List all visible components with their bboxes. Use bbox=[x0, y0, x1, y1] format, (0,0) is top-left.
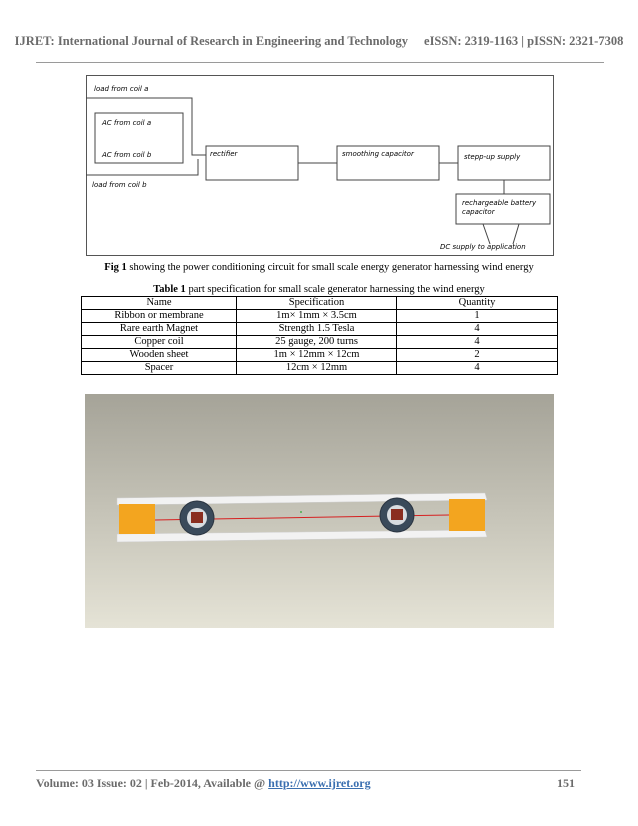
label-ac-coil-a: AC from coil a bbox=[102, 119, 152, 127]
cell-qty: 2 bbox=[397, 349, 558, 362]
header-rule bbox=[36, 62, 604, 63]
cell-name: Rare earth Magnet bbox=[82, 323, 237, 336]
label-ac-coil-b: AC from coil b bbox=[102, 151, 152, 159]
footer-rule bbox=[36, 770, 581, 771]
footer-text: Volume: 03 Issue: 02 | Feb-2014, Available @ bbox=[36, 776, 269, 790]
page-footer bbox=[36, 776, 581, 791]
table-row bbox=[82, 310, 558, 323]
table-header-row bbox=[82, 297, 558, 310]
running-header bbox=[0, 34, 638, 49]
left-spacer bbox=[119, 504, 155, 534]
table-row bbox=[82, 362, 558, 375]
label-dc-supply: DC supply to application bbox=[440, 243, 526, 251]
cell-qty: 4 bbox=[397, 336, 558, 349]
header-specification: Specification bbox=[237, 297, 397, 310]
output-arrow-right bbox=[513, 224, 519, 244]
header-name: Name bbox=[82, 297, 237, 310]
label-rectifier: rectifier bbox=[210, 150, 238, 158]
issn-text: eISSN: 2319-1163 | pISSN: 2321-7308 bbox=[424, 34, 624, 48]
table-caption-text: part specification for small scale generator harnessing the wind energy bbox=[185, 284, 485, 295]
right-magnet bbox=[391, 509, 403, 520]
figure-caption-text: showing the power conditioning circuit for small scale energy generator harnessing wind energy bbox=[126, 262, 534, 273]
cell-spec: 1m × 12mm × 12cm bbox=[237, 349, 397, 362]
table-caption bbox=[0, 284, 638, 295]
specification-table bbox=[81, 296, 558, 375]
label-battery-line1: rechargeable battery bbox=[462, 199, 537, 207]
power-conditioning-diagram bbox=[86, 75, 554, 256]
page-number: 151 bbox=[557, 776, 575, 790]
center-marker bbox=[300, 511, 302, 513]
cell-name: Copper coil bbox=[82, 336, 237, 349]
table-row bbox=[82, 349, 558, 362]
cell-qty: 4 bbox=[397, 323, 558, 336]
journal-link[interactable]: http://www.ijret.org bbox=[268, 776, 371, 790]
header-quantity: Quantity bbox=[397, 297, 558, 310]
generator-3d-render bbox=[85, 394, 554, 628]
cell-spec: 1m× 1mm × 3.5cm bbox=[237, 310, 397, 323]
figure-label: Fig 1 bbox=[104, 262, 127, 273]
output-arrow-left bbox=[483, 224, 490, 244]
table-row bbox=[82, 336, 558, 349]
cell-spec: 25 gauge, 200 turns bbox=[237, 336, 397, 349]
label-step-up-supply: stepp-up supply bbox=[464, 153, 521, 161]
cell-spec: Strength 1.5 Tesla bbox=[237, 323, 397, 336]
figure-caption bbox=[0, 262, 638, 273]
table-label: Table 1 bbox=[153, 284, 186, 295]
label-load-coil-a: load from coil a bbox=[94, 85, 149, 93]
cell-name: Spacer bbox=[82, 362, 237, 375]
wire-coil-b bbox=[86, 159, 198, 175]
cell-name: Ribbon or membrane bbox=[82, 310, 237, 323]
cell-qty: 1 bbox=[397, 310, 558, 323]
right-spacer bbox=[449, 499, 485, 531]
label-load-coil-b: load from coil b bbox=[92, 181, 147, 189]
cell-qty: 4 bbox=[397, 362, 558, 375]
step-up-supply-box bbox=[458, 146, 550, 180]
journal-title: IJRET: International Journal of Research in Engineering and Technology bbox=[14, 34, 409, 48]
diagram-frame bbox=[87, 76, 554, 256]
label-battery-line2: capacitor bbox=[462, 208, 495, 216]
cell-name: Wooden sheet bbox=[82, 349, 237, 362]
left-magnet bbox=[191, 512, 203, 523]
cell-spec: 12cm × 12mm bbox=[237, 362, 397, 375]
table-row bbox=[82, 323, 558, 336]
label-smoothing-capacitor: smoothing capacitor bbox=[342, 150, 414, 158]
